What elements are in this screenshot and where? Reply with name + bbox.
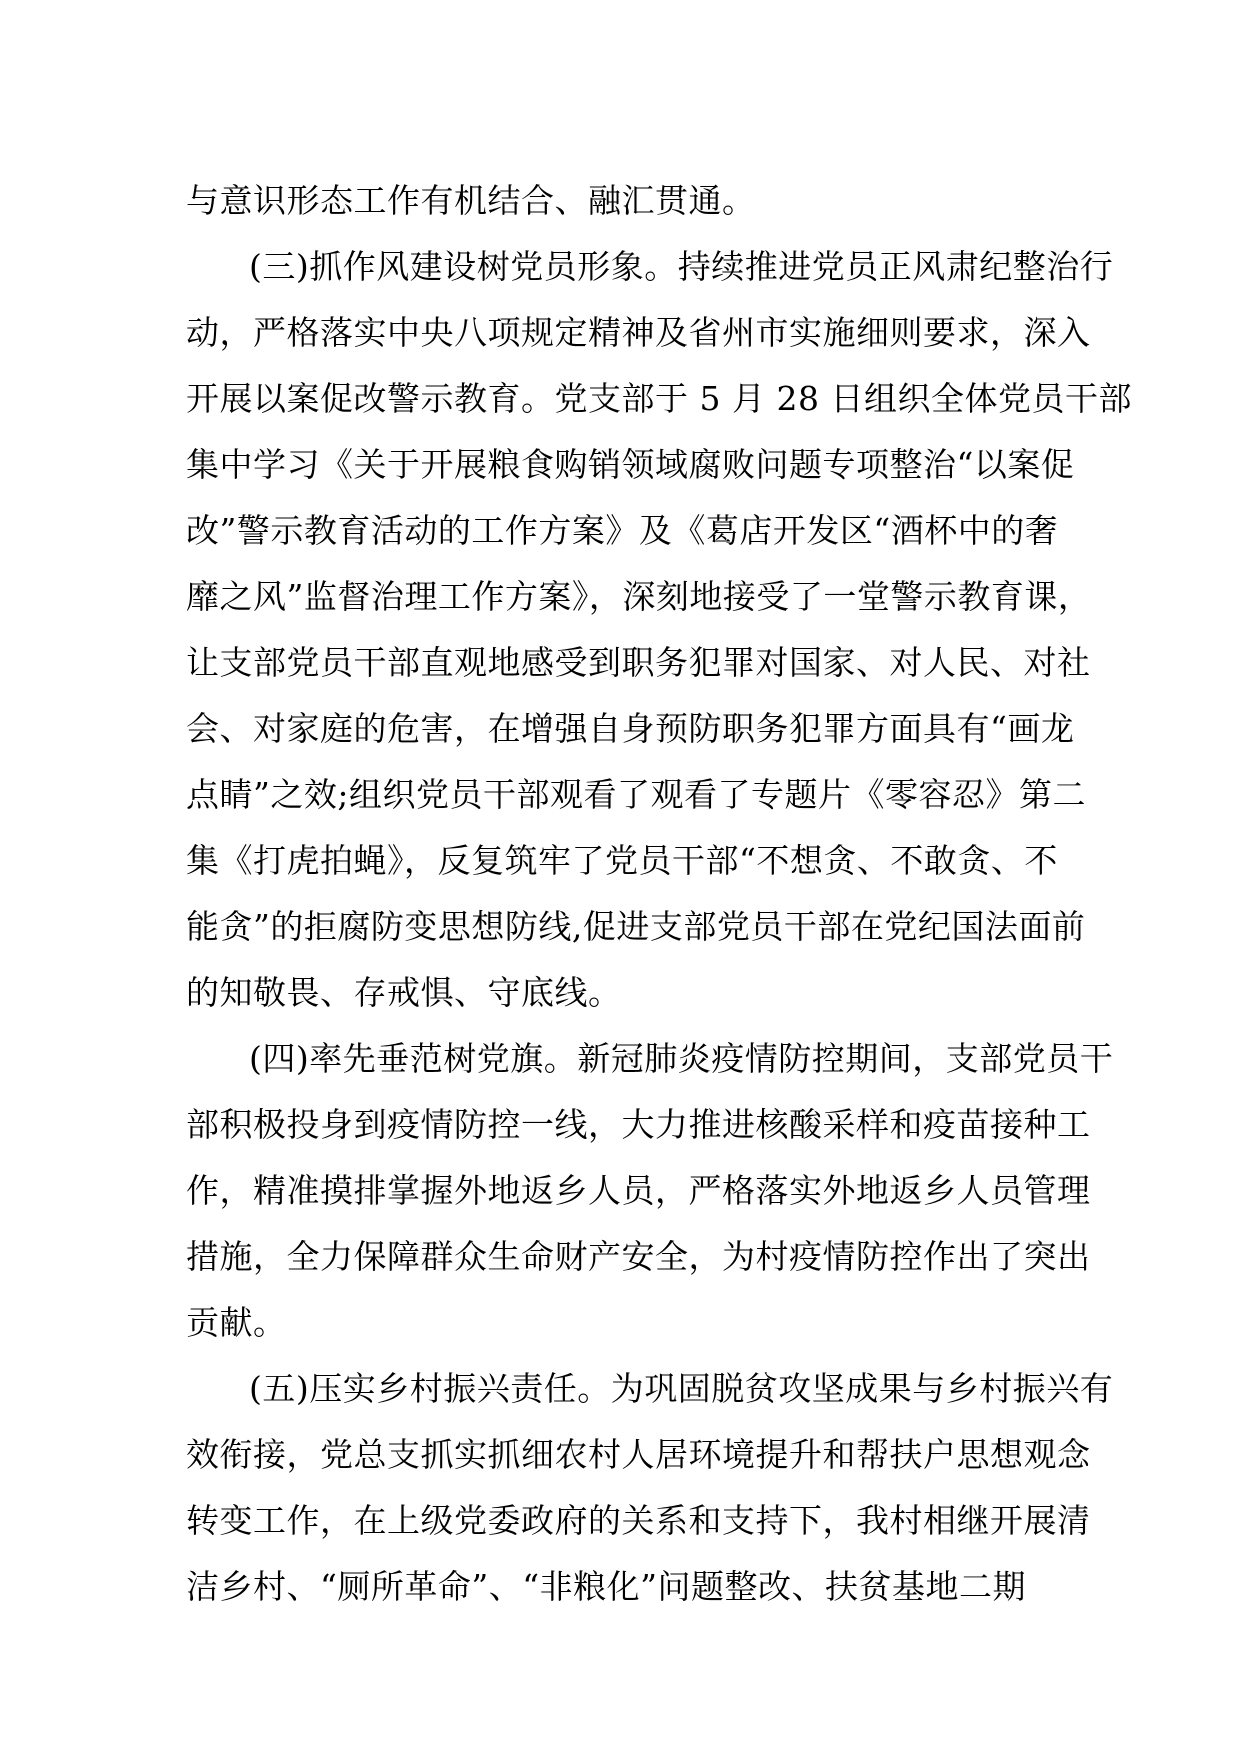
paragraph-heading-4: (四)率先垂范树党旗。新冠肺炎疫情防控期间，支部党员干 bbox=[249, 1039, 1114, 1078]
text-line: 部积极投身到疫情防控一线，大力推进核酸采样和疫苗接种工 bbox=[186, 1105, 1091, 1144]
text-line: 集中学习《关于开展粮食购销领域腐败问题专项整治“以案促 bbox=[186, 445, 1075, 484]
text-line: 点睛”之效;组织党员干部观看了观看了专题片《零容忍》第二 bbox=[186, 775, 1086, 814]
text-line: 集《打虎拍蝇》，反复筑牢了党员干部“不想贪、不敢贪、不 bbox=[186, 841, 1058, 880]
text-line: 措施，全力保障群众生命财产安全，为村疫情防控作出了突出 bbox=[186, 1237, 1091, 1276]
text-line: 的知敬畏、存戒惧、守底线。 bbox=[186, 973, 622, 1012]
text-line: 改”警示教育活动的工作方案》及《葛店开发区“酒杯中的奢 bbox=[186, 511, 1059, 550]
text-line: 开展以案促改警示教育。党支部于 5 月 28 日组织全体党员干部 bbox=[186, 379, 1132, 418]
paragraph-heading-5: (五)压实乡村振兴责任。为巩固脱贫攻坚成果与乡村振兴有 bbox=[249, 1369, 1114, 1408]
text-line: 与意识形态工作有机结合、融汇贯通。 bbox=[186, 181, 756, 220]
text-line: 让支部党员干部直观地感受到职务犯罪对国家、对人民、对社 bbox=[186, 643, 1091, 682]
text-line: 作，精准摸排掌握外地返乡人员，严格落实外地返乡人员管理 bbox=[186, 1171, 1091, 1210]
text-line: 转变工作，在上级党委政府的关系和支持下，我村相继开展清 bbox=[186, 1501, 1091, 1540]
body-text bbox=[186, 168, 1132, 1620]
text-line: 靡之风”监督治理工作方案》，深刻地接受了一堂警示教育课， bbox=[186, 577, 1092, 616]
text-line: 能贪”的拒腐防变思想防线,促进支部党员干部在党纪国法面前 bbox=[186, 907, 1086, 946]
paragraph-heading-3: (三)抓作风建设树党员形象。持续推进党员正风肃纪整治行 bbox=[249, 247, 1114, 286]
text-line: 洁乡村、“厕所革命”、“非粮化”问题整改、扶贫基地二期 bbox=[186, 1567, 1026, 1606]
text-line: 贡献。 bbox=[186, 1303, 287, 1342]
text-line: 会、对家庭的危害，在增强自身预防职务犯罪方面具有“画龙 bbox=[186, 709, 1075, 748]
text-line: 动，严格落实中央八项规定精神及省州市实施细则要求，深入 bbox=[186, 313, 1091, 352]
text-line: 效衔接，党总支抓实抓细农村人居环境提升和帮扶户思想观念 bbox=[186, 1435, 1091, 1474]
